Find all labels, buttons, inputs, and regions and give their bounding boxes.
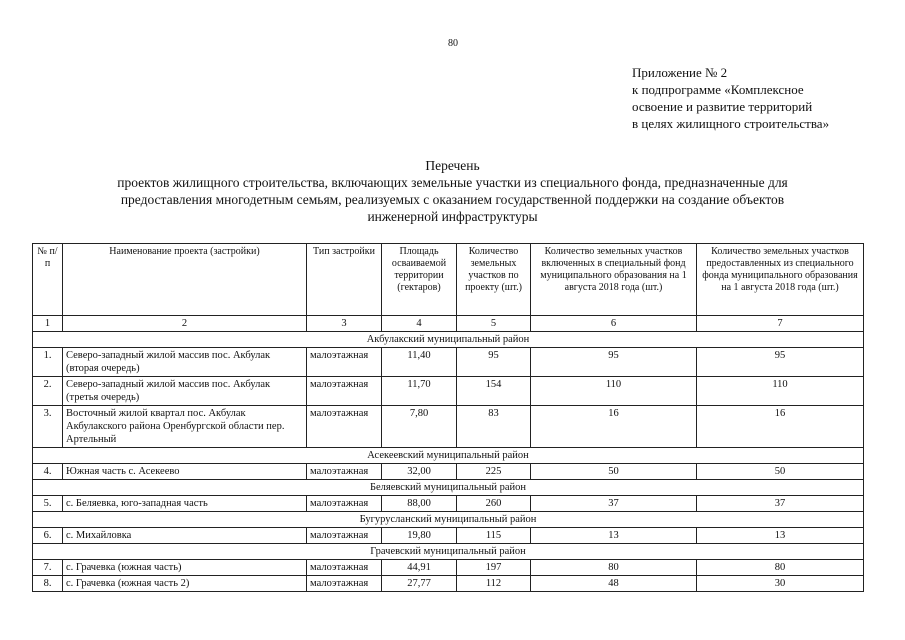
cell-included: 110 bbox=[531, 377, 697, 406]
cell-num: 6. bbox=[33, 528, 63, 544]
cell-plots: 115 bbox=[457, 528, 531, 544]
cell-num: 1. bbox=[33, 348, 63, 377]
district-name: Грачевский муниципальный район bbox=[33, 544, 864, 560]
cell-provided: 37 bbox=[697, 496, 864, 512]
district-row bbox=[33, 480, 864, 496]
cell-type: малоэтажная bbox=[307, 348, 382, 377]
cell-type: малоэтажная bbox=[307, 576, 382, 592]
column-index: 3 bbox=[307, 316, 382, 332]
cell-num: 4. bbox=[33, 464, 63, 480]
cell-num: 7. bbox=[33, 560, 63, 576]
cell-num: 3. bbox=[33, 406, 63, 448]
cell-area: 11,70 bbox=[382, 377, 457, 406]
cell-type: малоэтажная bbox=[307, 496, 382, 512]
cell-name: Северо-западный жилой массив пос. Акбулак (вторая очередь) bbox=[63, 348, 307, 377]
district-name: Асекеевский муниципальный район bbox=[33, 448, 864, 464]
title-line-1: Перечень bbox=[425, 158, 480, 173]
column-index: 4 bbox=[382, 316, 457, 332]
column-index: 1 bbox=[33, 316, 63, 332]
document-title bbox=[40, 157, 865, 225]
cell-num: 8. bbox=[33, 576, 63, 592]
cell-name: Восточный жилой квартал пос. Акбулак Акбулакского района Оренбургской области пер. Артельный bbox=[63, 406, 307, 448]
table-row bbox=[33, 464, 864, 480]
cell-num: 2. bbox=[33, 377, 63, 406]
cell-num: 5. bbox=[33, 496, 63, 512]
cell-area: 32,00 bbox=[382, 464, 457, 480]
column-index: 5 bbox=[457, 316, 531, 332]
title-line-4: инженерной инфраструктуры bbox=[367, 209, 538, 224]
district-row bbox=[33, 448, 864, 464]
cell-type: малоэтажная bbox=[307, 464, 382, 480]
cell-plots: 83 bbox=[457, 406, 531, 448]
cell-area: 44,91 bbox=[382, 560, 457, 576]
district-name: Бугурусланский муниципальный район bbox=[33, 512, 864, 528]
header-provided: Количество земельных участков предоставленных из специального фонда муниципального образования на 1 августа 2018 года (шт.) bbox=[697, 244, 864, 316]
header-row bbox=[33, 244, 864, 316]
cell-included: 37 bbox=[531, 496, 697, 512]
table-row bbox=[33, 560, 864, 576]
table-row bbox=[33, 528, 864, 544]
cell-name: с. Михайловка bbox=[63, 528, 307, 544]
column-index: 6 bbox=[531, 316, 697, 332]
table-row bbox=[33, 377, 864, 406]
appendix-note bbox=[632, 64, 829, 132]
cell-type: малоэтажная bbox=[307, 406, 382, 448]
table-body bbox=[33, 316, 864, 592]
table-row bbox=[33, 406, 864, 448]
column-index: 7 bbox=[697, 316, 864, 332]
cell-included: 48 bbox=[531, 576, 697, 592]
cell-plots: 95 bbox=[457, 348, 531, 377]
title-line-2: проектов жилищного строительства, включающих земельные участки из специального фонда, предназначенные для bbox=[117, 175, 788, 190]
column-index: 2 bbox=[63, 316, 307, 332]
cell-area: 7,80 bbox=[382, 406, 457, 448]
cell-included: 80 bbox=[531, 560, 697, 576]
cell-included: 16 bbox=[531, 406, 697, 448]
cell-provided: 30 bbox=[697, 576, 864, 592]
header-type: Тип застройки bbox=[307, 244, 382, 316]
cell-included: 13 bbox=[531, 528, 697, 544]
table-row bbox=[33, 496, 864, 512]
cell-included: 95 bbox=[531, 348, 697, 377]
district-row bbox=[33, 512, 864, 528]
column-index-row bbox=[33, 316, 864, 332]
cell-provided: 16 bbox=[697, 406, 864, 448]
district-row bbox=[33, 544, 864, 560]
cell-area: 19,80 bbox=[382, 528, 457, 544]
cell-provided: 13 bbox=[697, 528, 864, 544]
district-row bbox=[33, 332, 864, 348]
title-line-3: предоставления многодетным семьям, реализуемых с оказанием государственной поддержки на создание объектов bbox=[120, 192, 785, 207]
cell-plots: 112 bbox=[457, 576, 531, 592]
cell-area: 88,00 bbox=[382, 496, 457, 512]
header-name: Наименование проекта (застройки) bbox=[63, 244, 307, 316]
cell-type: малоэтажная bbox=[307, 377, 382, 406]
cell-included: 50 bbox=[531, 464, 697, 480]
cell-provided: 50 bbox=[697, 464, 864, 480]
cell-name: с. Грачевка (южная часть 2) bbox=[63, 576, 307, 592]
table-row bbox=[33, 348, 864, 377]
cell-type: малоэтажная bbox=[307, 560, 382, 576]
cell-area: 11,40 bbox=[382, 348, 457, 377]
header-num: № п/п bbox=[33, 244, 63, 316]
header-plots: Количество земельных участков по проекту (шт.) bbox=[457, 244, 531, 316]
cell-plots: 260 bbox=[457, 496, 531, 512]
cell-provided: 80 bbox=[697, 560, 864, 576]
cell-plots: 225 bbox=[457, 464, 531, 480]
cell-plots: 197 bbox=[457, 560, 531, 576]
district-name: Акбулакский муниципальный район bbox=[33, 332, 864, 348]
page-number: 80 bbox=[448, 38, 458, 49]
cell-name: с. Грачевка (южная часть) bbox=[63, 560, 307, 576]
cell-name: Северо-западный жилой массив пос. Акбулак (третья очередь) bbox=[63, 377, 307, 406]
cell-provided: 110 bbox=[697, 377, 864, 406]
appendix-line-1: Приложение № 2 bbox=[632, 65, 728, 80]
cell-plots: 154 bbox=[457, 377, 531, 406]
header-area: Площадь осваиваемой территории (гектаров) bbox=[382, 244, 457, 316]
appendix-line-2: к подпрограмме «Комплексное bbox=[632, 82, 804, 97]
projects-table bbox=[32, 243, 864, 592]
appendix-line-3: освоение и развитие территорий bbox=[632, 99, 813, 114]
cell-name: Южная часть с. Асекеево bbox=[63, 464, 307, 480]
district-name: Беляевский муниципальный район bbox=[33, 480, 864, 496]
cell-area: 27,77 bbox=[382, 576, 457, 592]
cell-type: малоэтажная bbox=[307, 528, 382, 544]
header-included: Количество земельных участков включенных в специальный фонд муниципального образования на 1 августа 2018 года (шт.) bbox=[531, 244, 697, 316]
appendix-line-4: в целях жилищного строительства» bbox=[632, 116, 830, 131]
cell-name: с. Беляевка, юго-западная часть bbox=[63, 496, 307, 512]
table-row bbox=[33, 576, 864, 592]
cell-provided: 95 bbox=[697, 348, 864, 377]
